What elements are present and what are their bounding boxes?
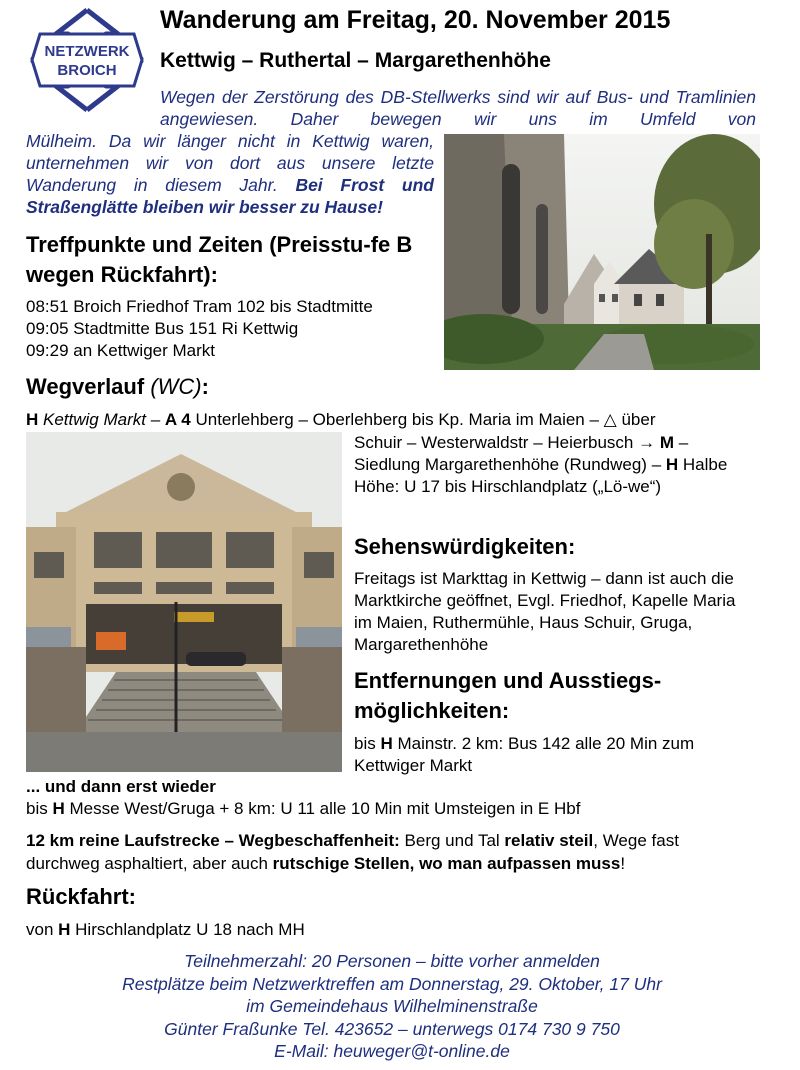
intro-text-top: Wegen der Zerstörung des DB-Stellwerks sind wir auf Bus- und Tramlinien angewiesen. Daher bewegen wir uns im Umfeld von [160, 87, 756, 129]
messe-prefix: bis [26, 799, 53, 818]
haltestelle-marker: H [380, 734, 393, 753]
rueckfahrt-text [26, 920, 305, 940]
messe-text [26, 799, 580, 819]
time-line: 09:29 an Kettwiger Markt [26, 341, 215, 360]
logo-arrows-icon [26, 4, 148, 116]
entf-prefix: bis [354, 734, 381, 753]
route-part4: Halbe Höhe: U 17 bis Hirschlandplatz („Lö-we“) [354, 455, 728, 496]
messe-body: Messe West/Gruga + 8 km: U 11 alle 10 Min mit Umsteigen in E Hbf [64, 799, 581, 818]
route-start: Kettwig Markt [43, 410, 146, 429]
footer-contact [0, 950, 784, 1063]
wegverlauf-wc: (WC) [150, 374, 202, 399]
footer-line: Restplätze beim Netzwerktreffen am Donnerstag, 29. Oktober, 17 Uhr [122, 973, 662, 994]
entfernungen-text [354, 733, 754, 777]
strecke-text-1: Berg und Tal [399, 831, 505, 850]
wegverlauf-heading-text: Wegverlauf [26, 374, 145, 399]
haltestelle-marker: H [58, 920, 71, 939]
route-part3: – Siedlung Margarethenhöhe (Rundweg) – [354, 433, 689, 474]
haltestelle-marker: H [52, 799, 65, 818]
route-part2: Schuir – Westerwaldstr – Heierbusch → [354, 433, 660, 452]
entf-body: Mainstr. 2 km: Bus 142 alle 20 Min zum Kettwiger Markt [354, 734, 695, 775]
strecke-text-2: , Wege fast durchweg asphaltiert, aber auch [26, 831, 679, 873]
time-line: 08:51 Broich Friedhof Tram 102 bis Stadtmitte [26, 297, 373, 316]
rueck-prefix: von [26, 920, 59, 939]
route-line-2 [354, 432, 754, 498]
wegverlauf-colon: : [201, 374, 209, 399]
netzwerk-broich-logo [26, 4, 148, 116]
sehenswuerdigkeiten-heading: Sehenswürdigkeiten: [354, 534, 576, 559]
rueck-body: Hirschlandplatz U 18 nach MH [70, 920, 305, 939]
church-photo [444, 134, 760, 370]
route-m: M [659, 433, 674, 452]
footer-email: E-Mail: heuweger@t-online.de [274, 1041, 510, 1061]
footer-line: Teilnehmerzahl: 20 Personen – bitte vorher anmelden [184, 951, 600, 971]
entfernungen-heading: Entfernungen und Ausstiegs-möglichkeiten: [354, 668, 662, 723]
treffpunkte-heading: Treffpunkte und Zeiten (Preisstu-fe B wegen Rückfahrt): [26, 232, 413, 287]
route-line-1 [26, 410, 655, 430]
treffpunkte-times [26, 296, 373, 362]
rueckfahrt-heading: Rückfahrt: [26, 884, 137, 909]
time-line: 09:05 Stadtmitte Bus 151 Ri Kettwig [26, 319, 299, 338]
strecke-text [26, 829, 756, 875]
footer-line: im Gemeindehaus Wilhelminenstraße [246, 996, 538, 1016]
haltestelle-marker: H [665, 455, 679, 474]
strecke-bold-2: relativ steil [504, 831, 594, 850]
intro-text-left-body: Mülheim. Da wir länger nicht in Kettwig waren, unternehmen wir von dort aus unsere letzte Wanderung in diesem Jahr. [26, 131, 434, 195]
und-dann-text: ... und dann erst wieder [26, 777, 216, 796]
strecke-bold-1: 12 km reine Laufstrecke – Wegbeschaffenheit: [26, 831, 400, 850]
intro-warning: Bei Frost und Straßenglätte bleiben wir besser zu Hause! [26, 175, 434, 217]
sehenswuerdigkeiten-text: Freitags ist Markttag in Kettwig – dann ist auch die Marktkirche geöffnet, Evgl. Friedhof, Kapelle Maria im Maien, Ruthermühle, Haus Schuir, Gruga, Margarethenhöhe [354, 569, 736, 654]
footer-line: Günter Fraßunke Tel. 423652 – unterwegs 0174 730 9 750 [164, 1018, 620, 1039]
strecke-bold-3: rutschige Stellen, wo man aufpassen muss [272, 854, 621, 873]
page-title: Wanderung am Freitag, 20. November 2015 [160, 6, 671, 34]
route-a4: A 4 [164, 410, 191, 429]
route-part1: Unterlehberg – Oberlehberg bis Kp. Maria im Maien – △ über [190, 410, 656, 429]
haltestelle-marker: H [26, 410, 39, 429]
intro-text-left [26, 130, 434, 218]
page-subtitle: Kettwig – Ruthertal – Margarethenhöhe [160, 49, 551, 72]
station-photo [26, 432, 342, 772]
wegverlauf-heading [26, 374, 209, 400]
logo-line2: BROICH [57, 62, 117, 79]
route-dash: – [146, 410, 165, 429]
logo-line1: NETZWERK [44, 43, 130, 60]
strecke-text-3: ! [620, 854, 626, 873]
